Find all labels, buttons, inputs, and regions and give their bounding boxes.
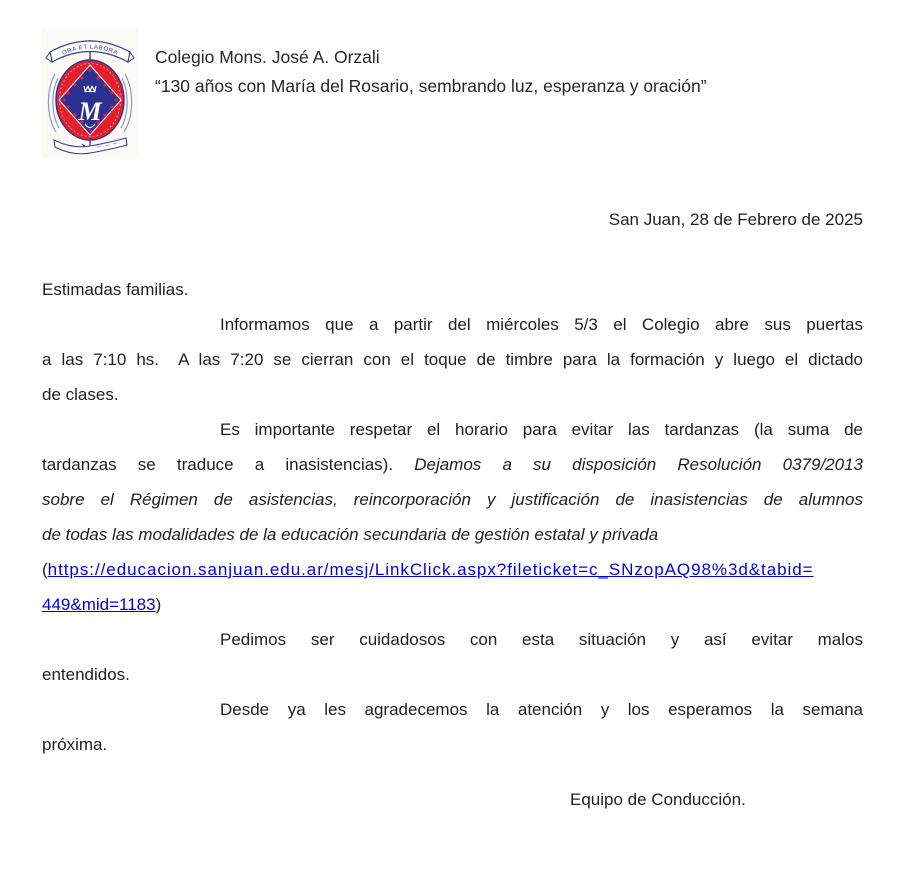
date-line: San Juan, 28 de Febrero de 2025 <box>608 210 863 229</box>
signature: Equipo de Conducción. <box>570 790 746 809</box>
paragraph-pedimos <box>42 622 863 692</box>
header-text-block <box>155 28 707 100</box>
body-line: Pedimos ser cuidadosos con esta situación y así evitar malos <box>220 630 863 649</box>
body-text-italic: Dejamos a su disposición Resolución 0379/2013 <box>414 455 863 474</box>
school-name: Colegio Mons. José A. Orzali <box>155 47 380 67</box>
school-motto: “130 años con María del Rosario, sembrando luz, esperanza y oración” <box>155 75 707 96</box>
letter-body <box>42 272 863 762</box>
body-line: Es importante respetar el horario para evitar las tardanzas (la suma de <box>220 420 863 439</box>
paragraph-horario <box>42 412 863 622</box>
paragraph-apertura <box>42 307 863 412</box>
body-line: Informamos que a partir del miércoles 5/3 el Colegio abre sus puertas <box>220 315 863 334</box>
link-open-paren: ( <box>42 560 48 579</box>
crest-banner-text: ORA ET LABORA <box>61 44 119 57</box>
body-line <box>42 447 863 482</box>
link-close-paren: ) <box>155 595 162 614</box>
resolution-link-part2: 449&mid=1183 <box>42 595 156 614</box>
body-line: de clases. <box>42 385 119 404</box>
svg-text:M: M <box>78 97 102 126</box>
resolution-link-part1: https://educacion.sanjuan.edu.ar/mesj/LinkClick.aspx?fileticket=c_SNzopAQ98%3d&tabid= <box>47 560 814 579</box>
body-line: próxima. <box>42 735 108 754</box>
body-line: entendidos. <box>42 665 130 684</box>
school-crest-logo <box>42 28 138 158</box>
resolution-link-line <box>42 560 814 614</box>
body-text-regular: tardanzas se traduce a inasistencias). <box>42 455 415 474</box>
body-line: a las 7:10 hs. A las 7:20 se cierran con el toque de timbre para la formación y luego el dictado <box>42 350 863 369</box>
body-line: Desde ya les agradecemos la atención y los esperamos la semana <box>220 700 863 719</box>
letter-header <box>42 28 863 160</box>
paragraph-despedida <box>42 692 863 762</box>
body-line: sobre el Régimen de asistencias, reincorporación y justificación de inasistencias de alumnos <box>42 490 863 509</box>
body-line: de todas las modalidades de la educación secundaria de gestión estatal y privada <box>42 525 659 544</box>
salutation: Estimadas familias. <box>42 280 189 299</box>
